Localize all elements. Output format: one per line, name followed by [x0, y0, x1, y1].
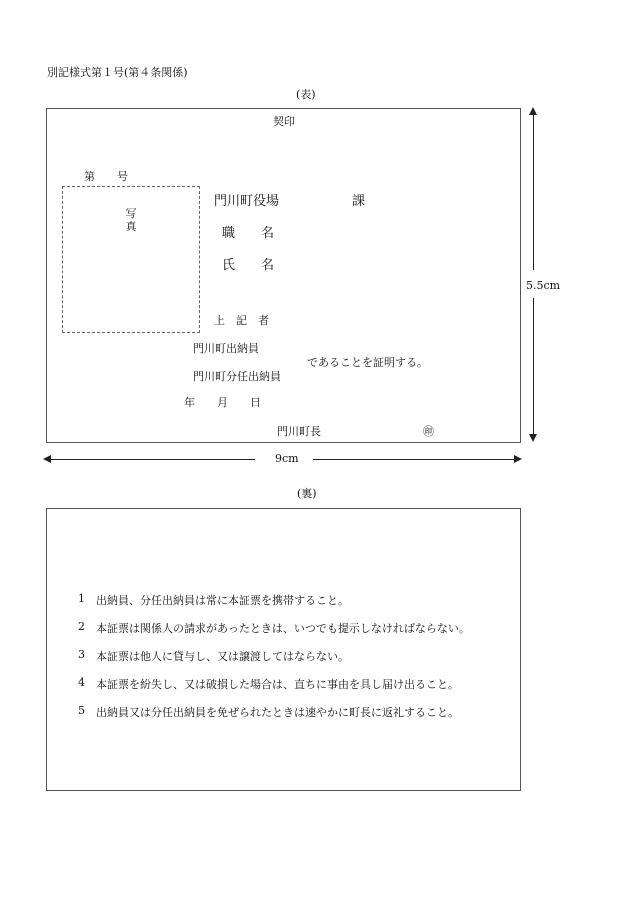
rule-text: 本証票は関係人の請求があったときは、いつでも提示しなければならない。: [96, 622, 470, 635]
width-arrow-right-icon: [514, 455, 522, 463]
treasurer-label: 門川町出納員: [193, 342, 259, 355]
rule-number: 5: [78, 704, 85, 717]
rule-number: 3: [78, 648, 85, 661]
photo-placeholder: [62, 186, 200, 333]
height-arrow-down-icon: [529, 434, 537, 442]
rule-number: 2: [78, 620, 85, 633]
height-dimension-line: [533, 298, 534, 434]
width-dimension-line: [313, 459, 514, 460]
mayor-label: 門川町長: [277, 425, 321, 438]
height-dimension-line: [533, 112, 534, 270]
seal-label: 契印: [273, 115, 295, 128]
number-label: 第 号: [84, 170, 128, 183]
certification-text: であることを証明する。: [307, 356, 428, 369]
office-name: 門川町役場: [214, 194, 280, 209]
above-person-label: 上 記 者: [214, 314, 269, 327]
rule-text: 出納員、分任出納員は常に本証票を携帯すること。: [96, 594, 349, 607]
rule-number: 4: [78, 676, 85, 689]
rule-text: 本証票は他人に貸与し、又は譲渡してはならない。: [96, 650, 349, 663]
photo-label: 写 真: [125, 207, 137, 233]
form-title: 別記様式第１号(第４条関係): [47, 66, 188, 79]
position-label: 職 名: [222, 226, 275, 241]
width-dimension-line: [50, 459, 255, 460]
height-dimension-label: 5.5cm: [526, 279, 561, 292]
section-label: 課: [352, 194, 366, 209]
date-label: 年 月 日: [184, 396, 261, 409]
name-label: 氏 名: [222, 258, 275, 273]
branch-treasurer-label: 門川町分任出納員: [193, 370, 281, 383]
seal-mark: ㊞: [423, 425, 434, 438]
rule-number: 1: [78, 592, 85, 605]
back-side-label: (裏): [297, 487, 317, 500]
front-side-label: (表): [296, 88, 316, 101]
rule-text: 出納員又は分任出納員を免ぜられたときは速やかに町長に返礼すること。: [96, 706, 459, 719]
width-dimension-label: 9cm: [275, 452, 299, 465]
rule-text: 本証票を紛失し、又は破損した場合は、直ちに事由を具し届け出ること。: [96, 678, 459, 691]
